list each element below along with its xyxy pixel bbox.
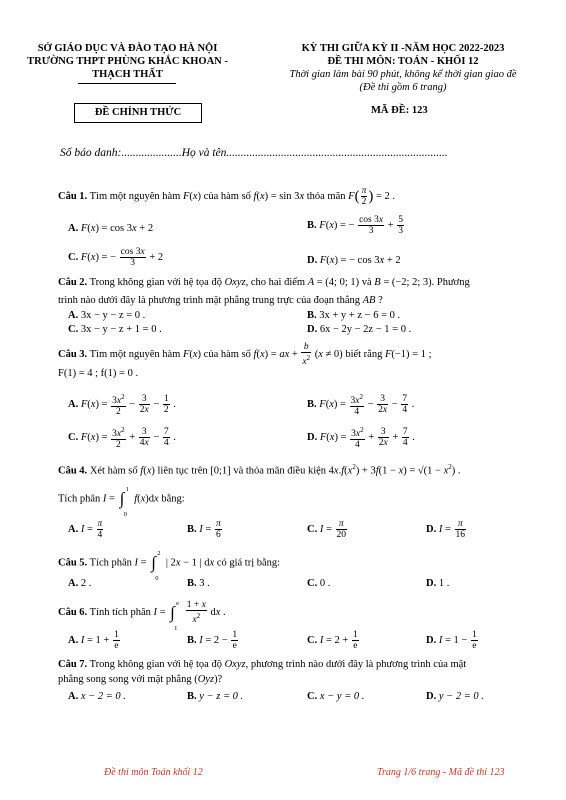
question-5-option-b[interactable]: B. 3 . <box>187 578 210 589</box>
question-7-option-d[interactable]: D. y − 2 = 0 . <box>426 691 484 702</box>
exam-subject: ĐỀ THI MÔN: TOÁN - KHỐI 12 <box>327 56 479 67</box>
question-6-option-b[interactable]: B. I = 2 − $\frac{1}{e}$ <box>187 630 238 651</box>
question-text: của hàm số <box>203 190 251 202</box>
question-2-option-a[interactable]: A. 3x − y − z = 0 . <box>68 310 146 321</box>
student-info-line: Số báo danh:.....................Họ và tên............................................................................. <box>60 147 448 159</box>
question-7-option-a[interactable]: A. x − 2 = 0 . <box>68 691 126 702</box>
exam-duration: Thời gian làm bài 90 phút, không kể thời gian giao đề <box>289 69 517 80</box>
question-5-stem: Câu 5. Tích phân I = ∫ 2 0 | 2x − 1 | dx có giá trị bằng: <box>58 550 281 582</box>
question-2-stem: Câu 2. Trong không gian với hệ tọa độ Oxyz, cho hai điểm A = (4; 0; 1) và B = (−2; 2; 3). Phương <box>58 277 470 288</box>
header-divider <box>78 83 176 84</box>
question-label: Câu 1. <box>58 190 88 202</box>
question-text: thỏa mãn <box>306 190 346 202</box>
footer-page-info: Trang 1/6 trang - Mã đề thi 123 <box>377 767 505 778</box>
math: F <box>182 190 190 202</box>
question-3-option-b[interactable]: B. F(x) = $\frac{3x^2}{4}$ − $\frac{3}{2x}$ − $\frac{7}{4}$ . <box>307 393 415 418</box>
school-name: TRƯỜNG THPT PHÙNG KHẮC KHOAN - <box>27 56 228 67</box>
question-7-option-c[interactable]: C. x − y = 0 . <box>307 691 365 702</box>
question-1-option-b[interactable]: B. F(x) = − $\frac{\cos 3x}{3}$ + $\frac{5}{3}$ <box>307 215 404 236</box>
question-6-option-d[interactable]: D. I = 1 − $\frac{1}{e}$ <box>426 630 477 651</box>
question-3-option-d[interactable]: D. F(x) = $\frac{3x^2}{4}$ + $\frac{3}{2x}$ + $\frac{7}{4}$ . <box>307 426 415 451</box>
question-3-option-a[interactable]: A. F(x) = $\frac{3x^2}{2}$ − $\frac{3}{2x}$ − $\frac{1}{2}$ . <box>68 393 176 418</box>
question-5-option-d[interactable]: D. 1 . <box>426 578 450 589</box>
page-count-note: (Đề thi gồm 6 trang) <box>359 82 447 93</box>
question-4-option-a[interactable]: A. I = $\frac{\pi}{4}$ <box>68 519 103 540</box>
question-7-stem: Câu 7. Trong không gian với hệ tọa độ Oxyz, phương trình nào dưới đây là phương trình của mặt <box>58 659 467 670</box>
question-1-option-a[interactable]: A. F(x) = cos 3x + 2 <box>68 223 154 234</box>
school-location: THẠCH THẤT <box>92 69 163 80</box>
question-4-option-d[interactable]: D. I = $\frac{\pi}{16}$ <box>426 519 466 540</box>
question-text: Tìm một nguyên hàm <box>89 190 181 202</box>
question-3-stem: Câu 3. Tìm một nguyên hàm F(x) của hàm số f(x) = ax + $\frac{b}{x^2}$ (x ≠ 0) biết rằng F(−1) = 1 ; <box>58 342 432 368</box>
question-6-stem: Câu 6. Tính tích phân I = ∫ e 1 $\frac{1 + x}{x^2}$ dx . <box>58 599 226 632</box>
question-1-stem: Câu 1. Tìm một nguyên hàm F(x) của hàm số f(x) = sin 3x thỏa mãn F( $\frac{\pi}{2}$ ) = 2 . <box>58 186 395 207</box>
question-6-option-c[interactable]: C. I = 2 + $\frac{1}{e}$ <box>307 630 358 651</box>
question-2-option-d[interactable]: D. 6x − 2y − 2z − 1 = 0 . <box>307 324 412 335</box>
question-7-stem-line2: phẳng song song với mặt phẳng (Oyz)? <box>58 674 223 685</box>
question-2-option-c[interactable]: C. 3x − y − z + 1 = 0 . <box>68 324 162 335</box>
exam-code: MÃ ĐỀ: 123 <box>371 105 428 116</box>
question-6-option-a[interactable]: A. I = 1 + $\frac{1}{e}$ <box>68 630 119 651</box>
question-2-stem-line2: trình nào dưới đây là phương trình mặt phẳng trung trực của đoạn thẳng AB ? <box>58 295 383 306</box>
question-7-option-b[interactable]: B. y − z = 0 . <box>187 691 244 702</box>
question-2-option-b[interactable]: B. 3x + y + z − 6 = 0 . <box>307 310 401 321</box>
question-1-option-d[interactable]: D. F(x) = − cos 3x + 2 <box>307 255 401 266</box>
question-5-option-a[interactable]: A. 2 . <box>68 578 92 589</box>
official-badge: ĐỀ CHÍNH THỨC <box>74 103 202 123</box>
question-3-option-c[interactable]: C. F(x) = $\frac{3x^2}{2}$ + $\frac{3}{4x}$ − $\frac{7}{4}$ . <box>68 426 176 451</box>
footer-subject: Đề thi môn Toán khối 12 <box>104 767 203 778</box>
question-1-option-c[interactable]: C. F(x) = − $\frac{\cos 3x}{3}$ + 2 <box>68 247 164 268</box>
question-5-option-c[interactable]: C. 0 . <box>307 578 331 589</box>
question-4-option-c[interactable]: C. I = $\frac{\pi}{20}$ <box>307 519 347 540</box>
question-4-option-b[interactable]: B. I = $\frac{\pi}{6}$ <box>187 519 221 540</box>
question-4-stem: Câu 4. Xét hàm số f(x) liên tục trên [0;1] và thỏa mãn điều kiện $4x.f(x^2) + 3f(1 - x) = √(1 - x^2)$ . <box>58 463 461 477</box>
exam-title: KỲ THI GIỮA KỲ II -NĂM HỌC 2022-2023 <box>301 43 505 54</box>
department-name: SỞ GIÁO DỤC VÀ ĐÀO TẠO HÀ NỘI <box>37 43 218 54</box>
question-3-stem-line2: F(1) = 4 ; f(1) = 0 . <box>58 368 139 379</box>
question-4-stem-line2: Tích phân I = ∫ 1 0 f(x)dx bằng: <box>58 486 185 518</box>
